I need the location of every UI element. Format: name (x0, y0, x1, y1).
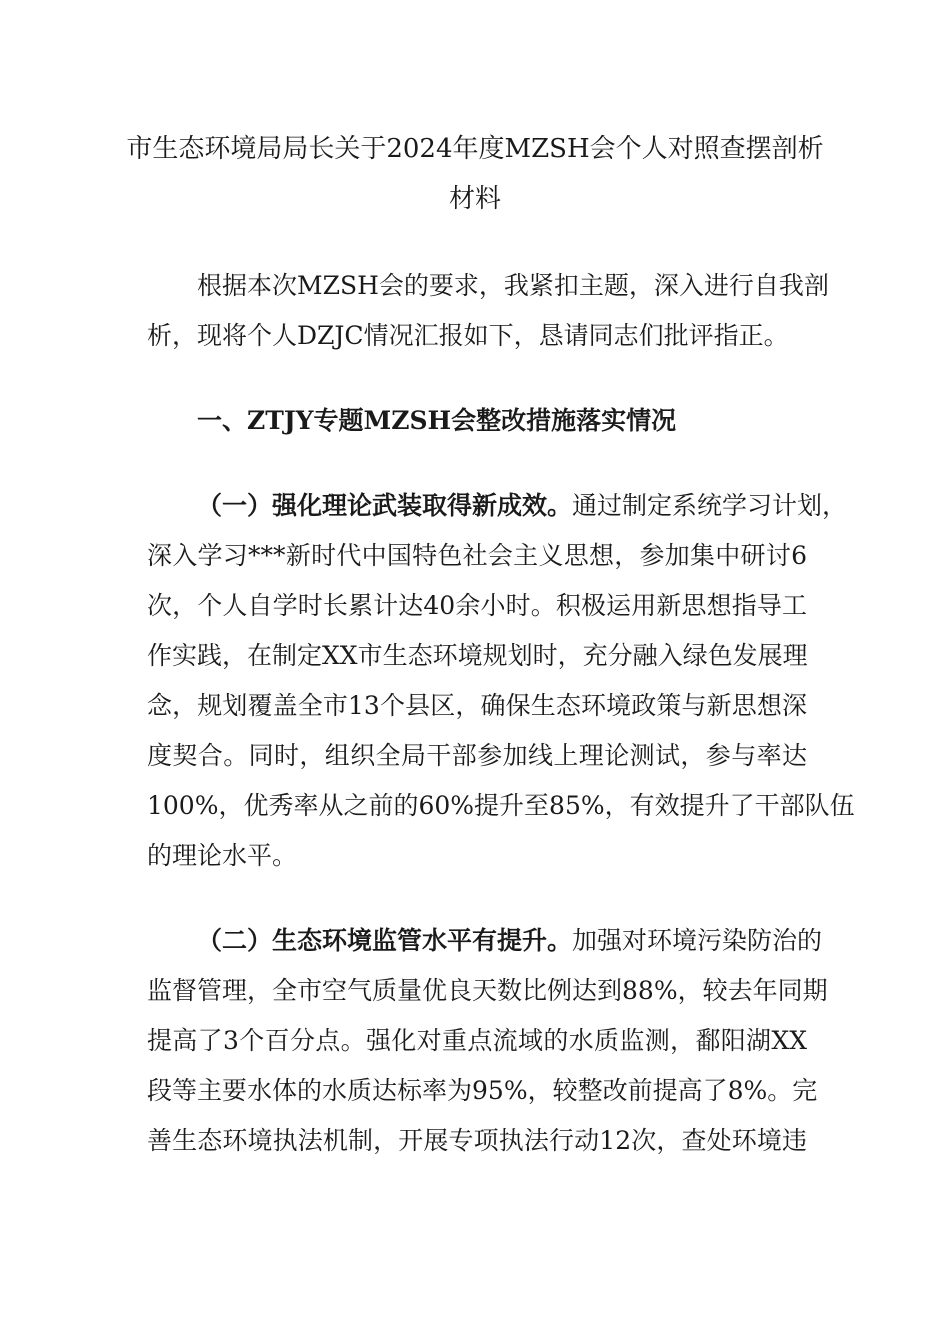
intro-line-1: 根据本次MZSH会的要求，我紧扣主题，深入进行自我剖 (197, 271, 829, 300)
item1-line-7: 100%，优秀率从之前的60%提升至85%，有效提升了干部队伍 (147, 791, 855, 820)
item1-line-2: 深入学习***新时代中国特色社会主义思想，参加集中研讨6 (147, 541, 807, 570)
item2-line-1 (197, 925, 823, 957)
item2-line-2: 监督管理，全市空气质量优良天数比例达到88%，较去年同期 (147, 976, 828, 1005)
item1-line-4: 作实践，在制定XX市生态环境规划时，充分融入绿色发展理 (147, 641, 808, 670)
item2-line-1-rest: 加强对环境污染防治的 (572, 926, 823, 955)
item1-line-8: 的理论水平。 (147, 841, 298, 870)
item1-line-6: 度契合。同时，组织全局干部参加线上理论测试，参与率达 (147, 741, 807, 770)
item1-line-3: 次，个人自学时长累计达40余小时。积极运用新思想指导工 (147, 591, 807, 620)
item1-line-1-rest: 通过制定系统学习计划， (572, 491, 848, 520)
item2-lead: （二）生态环境监管水平有提升。 (197, 926, 573, 955)
item2-line-5: 善生态环境执法机制，开展专项执法行动12次，查处环境违 (147, 1126, 807, 1155)
document-title-line-1: 市生态环境局局长关于2024年度MZSH会个人对照查摆剖析 (126, 134, 824, 164)
item1-lead: （一）强化理论武装取得新成效。 (197, 491, 573, 520)
item1-line-5: 念，规划覆盖全市13个县区，确保生态环境政策与新思想深 (147, 691, 807, 720)
intro-line-2: 析，现将个人DZJC情况汇报如下，恳请同志们批评指正。 (147, 321, 789, 350)
section-heading-1: 一、ZTJY专题MZSH会整改措施落实情况 (197, 406, 677, 435)
item2-line-3: 提高了3个百分点。强化对重点流域的水质监测，鄱阳湖XX (147, 1026, 807, 1055)
item2-line-4: 段等主要水体的水质达标率为95%，较整改前提高了8%。完 (147, 1076, 818, 1105)
document-title-line-2: 材料 (448, 184, 501, 214)
item1-line-1 (197, 490, 848, 522)
